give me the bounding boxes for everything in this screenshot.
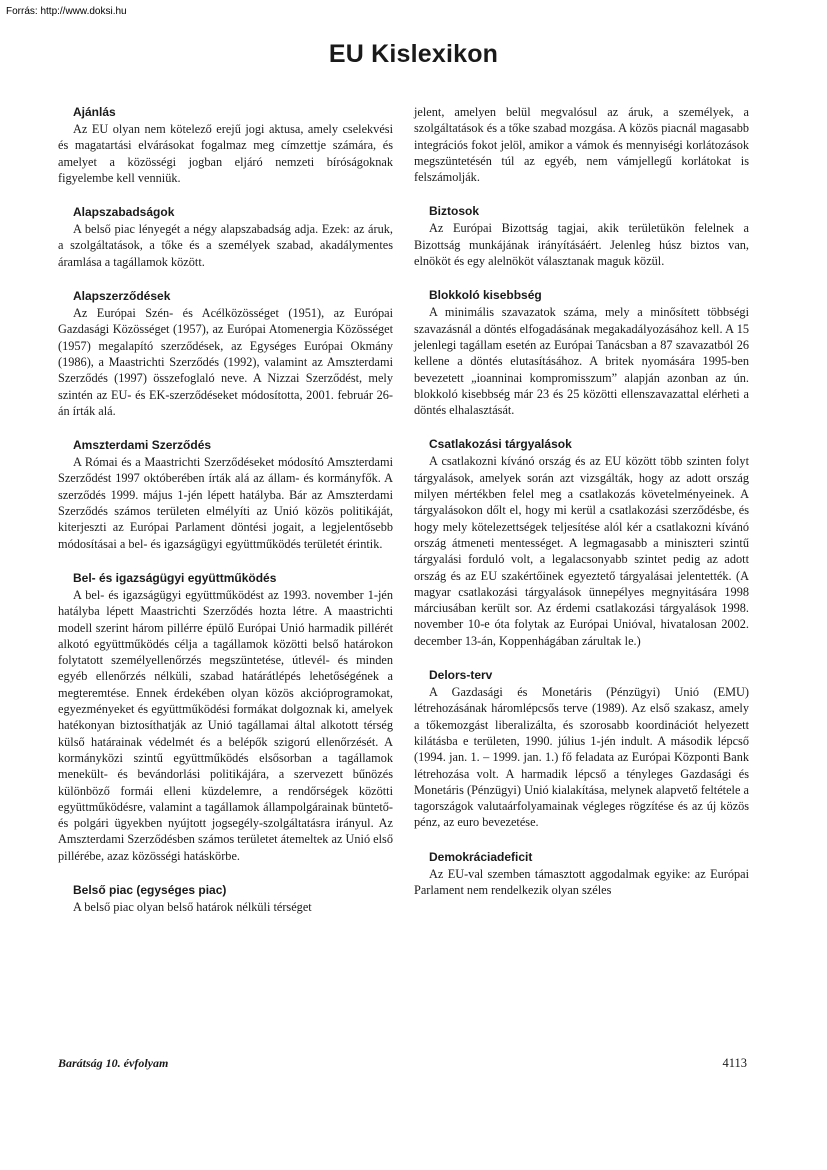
entry-text: jelent, amelyen belül megvalósul az áruk, a személyek, a szolgáltatások és a tőke szabad mozgása. A közös piacnál magasabb integrációs fokot jelöl, amikor a vámok és mennyiségi korlátozások megszüntetésén túl az egyéb, nem vámjellegű korlátokat is felszámolják. [414, 105, 749, 185]
page-number: 4113 [722, 1056, 747, 1070]
entry-text: Az EU olyan nem kötelező erejű jogi aktusa, amely cselekvési és magatartási elvárásokat fogalmaz meg címzettje számára, és amelyet a közösségi jogban eljáró nemzeti bíróságoknak figyelembe kell venniük. [58, 122, 393, 185]
entry-heading: Alapszabadságok [73, 205, 175, 220]
entry-text: A Római és a Maastrichti Szerződéseket módosító Amszterdami Szerződést 1997 októberében írták alá az állam- és kormányfők. A szerződés 1999. május 1-jén lépett hatályba. Bár az Amszterdami Szerződés számos területen elmélyíti az Unió közös politikáját, kiterjeszti az Európai Parlament döntési jogait, a legjelentősebb módosításai a bel- és igazságügyi együttműködés területét érintik. [58, 455, 393, 551]
entry [58, 288, 393, 419]
entry-continuation [414, 104, 749, 185]
left-column [58, 104, 393, 933]
entry-heading: Blokkoló kisebbség [429, 288, 542, 303]
entry [58, 882, 393, 915]
entry-text: A belső piac lényegét a négy alapszabadság adja. Ezek: az áruk, a szolgáltatások, a tőke és a személyek szabad, akadálymentes áramlása a tagállamok között. [58, 222, 393, 269]
entry [58, 204, 393, 270]
entry-heading: Alapszerződések [73, 289, 171, 304]
entry [414, 849, 749, 899]
entry-heading: Amszterdami Szerződés [73, 438, 212, 453]
entry-heading: Csatlakozási tárgyalások [429, 437, 572, 452]
entry [414, 667, 749, 831]
entry [58, 570, 393, 864]
entry [58, 104, 393, 186]
entry-text: A belső piac olyan belső határok nélküli térséget [73, 899, 312, 914]
entry-text: Az EU-val szemben támasztott aggodalmak egyike: az Európai Parlament nem rendelkezik olyan széles [414, 866, 749, 897]
entry-text: Az Európai Bizottság tagjai, akik területükön felelnek a Bizottság munkájának irányításáért. Jelenleg húsz biztos van, elnököt és egy alelnököt választanak maguk közül. [414, 221, 749, 269]
entry-heading: Demokráciadeficit [429, 849, 533, 864]
entry [414, 203, 749, 269]
page-title: EU Kislexikon [328, 40, 499, 68]
publication-name: Barátság 10. évfolyam [58, 1056, 169, 1070]
entry-heading: Biztosok [429, 204, 480, 219]
entry-text: Az Európai Szén- és Acélközösséget (1951), az Európai Gazdasági Közösséget (1957), az Európai Atomenergia Közösséget (1957) megalapító szerződések, az Egységes Európai Okmány (1986), a Maastrichti Szerződés (1992), valamint az Amszterdami Szerződés (1997) összefoglaló neve. A Nizzai Szerződést, mely szintén az EU- és EK-szerződéseket módosította, 2001. február 26-án írták alá. [58, 306, 393, 418]
entry [414, 287, 749, 418]
right-column [414, 104, 749, 916]
source-label[interactable]: Forrás: http://www.doksi.hu [6, 6, 127, 17]
entry-text: A csatlakozni kívánó ország és az EU között több szinten folyt tárgyalások, amelyek során azt vizsgálták, hogy az adott ország milyen mértékben felel meg a csatlakozás követelményeinek. A tárgyalásokon dőlt el, hogy mi kerül a csatlakozási szerződésbe, és hogy mely kötelezettségek teljesítése alól kér a csatlakozni kívánó ország átmeneti mentességet. A legmagasabb a miniszteri szintű tárgyalási forduló volt, a legalacsonyabb szintet pedig az adott ország és az EU szakértőinek egyeztető tárgyalásai jelentették. (A magyar csatlakozási tárgyalások ünnepélyes megnyitására 1998 márciusában került sor. Az érdemi csatlakozási tárgyalások 1998. november 10-e óta folytak az Európai Unióval, hivatalosan 2002. december 13-án, Koppenhágában zárultak le.) [414, 454, 749, 648]
entry-heading: Ajánlás [73, 105, 116, 119]
entry-heading: Delors-terv [429, 668, 493, 683]
entry-text: A bel- és igazságügyi együttműködést az 1993. november 1-jén hatályba lépett Maastrichti Szerződés hozta létre. A maastrichti modell szerint három pillérre épülő Európai Unió harmadik pillérét alkotó együttműködés célja a tagállamok közötti belső határokon folytatott személyellenőrzés megszüntetése, útlevél- és minden egyéb ellenőrzés nélküli, szabad határátlépés lehetőségének a megteremtése. Ennek érdekében olyan közös akcióprogramokat, egyezményeket és együttműködési formákat dolgoznak ki, amelyek hatékonyan biztosíthatják az Unió tagállamai által alkotott térség külső határainak védelmét és a belépők szigorú ellenőrzését. A kormányközi szintű együttműködés elsősorban a tagállamok menekült- és bevándorlási politikájára, a szervezett bűnözés különböző formái elleni küzdelemre, a rendőrségek közötti együttműködésre, valamint a tagállamok állampolgárainak büntető- és polgári ügyekben nyújtott jogsegély-szolgáltatásra irányul. Az Amszterdami Szerződésben számos területet átemeltek az Unió első pillérébe, azaz közösségi hatáskörbe. [58, 587, 393, 863]
entry-heading: Bel- és igazságügyi együttműködés [73, 570, 277, 585]
entry-text: A minimális szavazatok száma, mely a minősített többségi szavazásnál a döntés elfogadásának megakadályozásához kell. A 15 jelenlegi tagállam esetén az Európai Tanácsban a 87 szavazatból 26 kellene a döntés elutasításához. A britek nyomására 1995-ben bevezetett „ioanninai kompromisszum” alapján azonban az ún. blokkoló kisebbség már 23 és 25 közötti ellenszavazattal elérheti a döntés elhalasztását. [414, 305, 749, 418]
entry-heading: Belső piac (egységes piac) [73, 882, 227, 897]
entry [414, 436, 749, 649]
entry-text: A Gazdasági és Monetáris (Pénzügyi) Unió (EMU) létrehozásának háromlépcsős terve (1989). Az első szakasz, amely a tőkemozgást liberalizálta, és szorosabb koordinációt helyezett kilátásba e területen, 1990. július 1-jén indult. A második lépcső (1994. jan. 1. – 1999. jan. 1.) fő feladata az Európai Központi Bank létrehozása volt. A harmadik lépcső a tényleges Gazdasági és Monetáris (Pénzügyi) Unió kialakítása, melynek alapvető feltétele a tagországok valutaárfolyamainak végleges rögzítése és az új közös pénz, az euro bevezetése. [414, 685, 749, 830]
entry [58, 437, 393, 552]
